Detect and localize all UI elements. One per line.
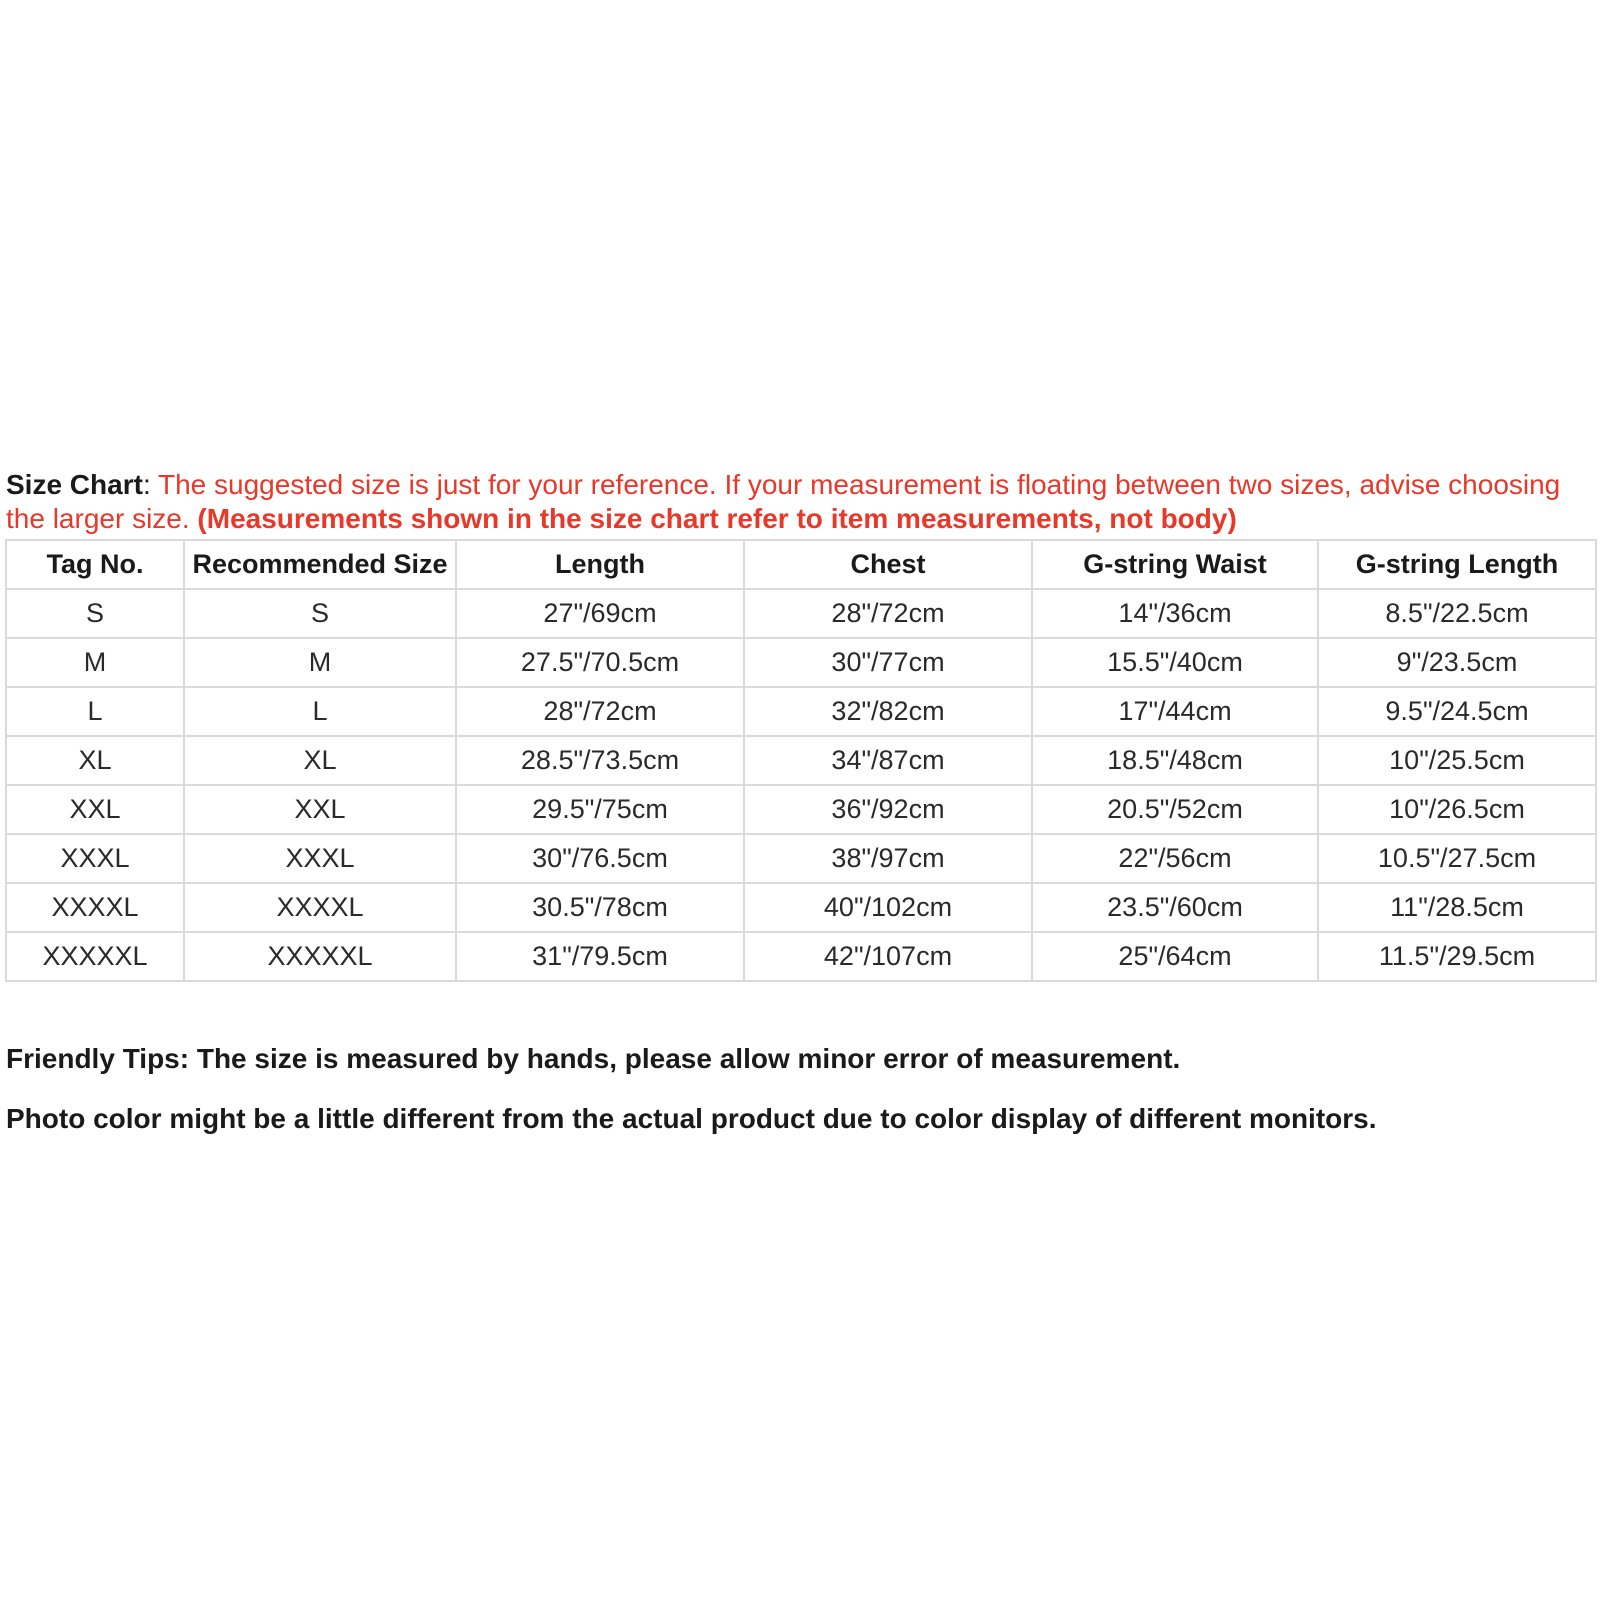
cell-recommended-size: S <box>184 589 456 638</box>
cell-length: 31"/79.5cm <box>456 932 744 981</box>
friendly-tips <box>6 1042 1586 1162</box>
size-chart-intro <box>6 468 1586 536</box>
table-header-row <box>6 540 1596 589</box>
cell-chest: 38"/97cm <box>744 834 1032 883</box>
cell-length: 30.5"/78cm <box>456 883 744 932</box>
cell-tag-no: L <box>6 687 184 736</box>
size-table <box>5 539 1597 982</box>
cell-length: 27"/69cm <box>456 589 744 638</box>
header-gstring-waist: G-string Waist <box>1032 540 1318 589</box>
cell-gstring-length: 9.5"/24.5cm <box>1318 687 1596 736</box>
cell-length: 29.5"/75cm <box>456 785 744 834</box>
header-tag-no: Tag No. <box>6 540 184 589</box>
cell-gstring-length: 9"/23.5cm <box>1318 638 1596 687</box>
cell-tag-no: XXL <box>6 785 184 834</box>
cell-gstring-length: 8.5"/22.5cm <box>1318 589 1596 638</box>
cell-recommended-size: XXXXL <box>184 883 456 932</box>
header-gstring-length: G-string Length <box>1318 540 1596 589</box>
cell-chest: 32"/82cm <box>744 687 1032 736</box>
cell-tag-no: XL <box>6 736 184 785</box>
header-recommended-size: Recommended Size <box>184 540 456 589</box>
cell-length: 28.5"/73.5cm <box>456 736 744 785</box>
cell-chest: 28"/72cm <box>744 589 1032 638</box>
cell-gstring-waist: 22"/56cm <box>1032 834 1318 883</box>
cell-gstring-length: 10"/25.5cm <box>1318 736 1596 785</box>
table-row <box>6 687 1596 736</box>
table-row <box>6 883 1596 932</box>
cell-length: 27.5"/70.5cm <box>456 638 744 687</box>
measurement-disclaimer: (Measurements shown in the size chart refer to item measurements, not body) <box>197 503 1237 534</box>
cell-chest: 34"/87cm <box>744 736 1032 785</box>
table-row <box>6 638 1596 687</box>
cell-tag-no: S <box>6 589 184 638</box>
cell-recommended-size: L <box>184 687 456 736</box>
cell-gstring-waist: 14"/36cm <box>1032 589 1318 638</box>
table-row <box>6 932 1596 981</box>
cell-gstring-length: 11.5"/29.5cm <box>1318 932 1596 981</box>
cell-recommended-size: XXXL <box>184 834 456 883</box>
cell-chest: 40"/102cm <box>744 883 1032 932</box>
cell-gstring-waist: 25"/64cm <box>1032 932 1318 981</box>
size-chart-label: Size Chart <box>6 469 143 500</box>
cell-gstring-length: 10.5"/27.5cm <box>1318 834 1596 883</box>
cell-recommended-size: XXXXXL <box>184 932 456 981</box>
cell-tag-no: M <box>6 638 184 687</box>
cell-chest: 30"/77cm <box>744 638 1032 687</box>
cell-gstring-waist: 15.5"/40cm <box>1032 638 1318 687</box>
cell-gstring-length: 11"/28.5cm <box>1318 883 1596 932</box>
cell-tag-no: XXXL <box>6 834 184 883</box>
table-row <box>6 589 1596 638</box>
cell-length: 28"/72cm <box>456 687 744 736</box>
cell-length: 30"/76.5cm <box>456 834 744 883</box>
table-row <box>6 736 1596 785</box>
cell-gstring-waist: 20.5"/52cm <box>1032 785 1318 834</box>
cell-recommended-size: M <box>184 638 456 687</box>
header-chest: Chest <box>744 540 1032 589</box>
cell-tag-no: XXXXXL <box>6 932 184 981</box>
cell-gstring-waist: 23.5"/60cm <box>1032 883 1318 932</box>
cell-chest: 42"/107cm <box>744 932 1032 981</box>
cell-gstring-waist: 18.5"/48cm <box>1032 736 1318 785</box>
cell-gstring-waist: 17"/44cm <box>1032 687 1318 736</box>
cell-chest: 36"/92cm <box>744 785 1032 834</box>
cell-gstring-length: 10"/26.5cm <box>1318 785 1596 834</box>
header-length: Length <box>456 540 744 589</box>
table-row <box>6 834 1596 883</box>
cell-recommended-size: XL <box>184 736 456 785</box>
tip-measurement-error: Friendly Tips: The size is measured by hands, please allow minor error of measurement. <box>6 1043 1181 1074</box>
table-row <box>6 785 1596 834</box>
size-advice-note: The suggested size is just for your reference. If your measurement is floating between two sizes, advise choosing the larger size. <box>6 469 1561 534</box>
intro-colon: : <box>142 469 158 500</box>
cell-recommended-size: XXL <box>184 785 456 834</box>
cell-tag-no: XXXXL <box>6 883 184 932</box>
tip-photo-color: Photo color might be a little different from the actual product due to color display of different monitors. <box>6 1103 1377 1134</box>
